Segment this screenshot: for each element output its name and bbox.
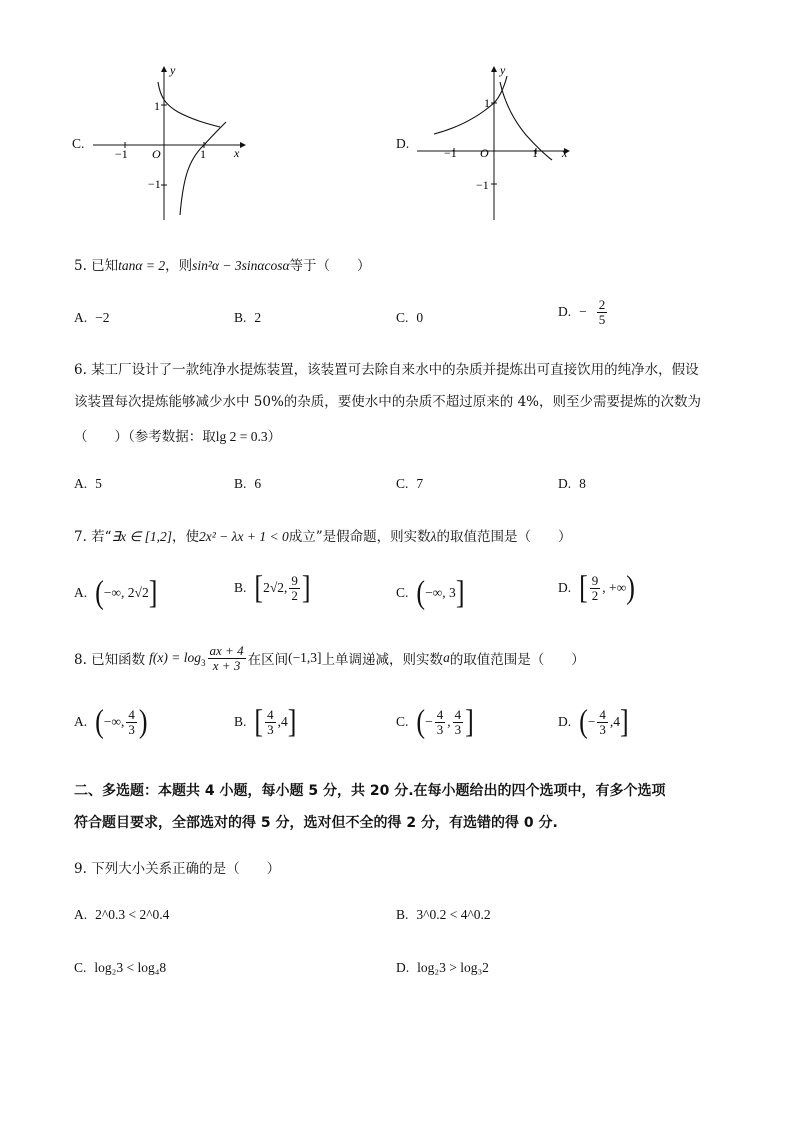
graph-d-tick-yneg1: −1 <box>476 178 489 192</box>
graph-c <box>88 60 258 225</box>
graph-c-decreasing-curve <box>158 82 220 127</box>
q8-option-b[interactable]: B. [ $\frac{4}{3}$ ,4 ] <box>234 703 297 740</box>
q9-option-b[interactable]: B. 3^0.2 < 4^0.2 <box>396 907 491 922</box>
q8-option-d[interactable]: D. ( − $\frac{4}{3}$ ,4 ] <box>558 703 629 740</box>
graph-d-y-label: y <box>500 63 506 77</box>
graph-c-tick-yneg1: −1 <box>148 177 161 191</box>
section2-heading-line1: 二、多选题：本题共 4 小题，每小题 5 分，共 20 分.在每小题给出的四个选项中，有多个选项 <box>74 783 666 799</box>
q7-option-d[interactable]: D. [ $\frac{9}{2}$ , +∞ ) <box>558 569 635 606</box>
q8-option-c[interactable]: C. ( − $\frac{4}{3}$ , $\frac{4}{3}$ ] <box>396 703 474 740</box>
graph-c-y-label: y <box>170 63 176 77</box>
q5-option-c[interactable]: C. 0 <box>396 310 424 325</box>
q9-option-a[interactable]: A. 2^0.3 < 2^0.4 <box>74 907 170 922</box>
graph-d-increasing-curve <box>434 76 507 134</box>
q7-option-c[interactable]: C. ( −∞, 3 ] <box>396 574 465 611</box>
q5-stem: 5. 已知tanα = 2，则sin²α − 3sinαcosα等于（ ） <box>74 258 371 274</box>
q5-option-b[interactable]: B. 2 <box>234 310 262 325</box>
graph-d-tick-xneg1: −1 <box>444 146 457 160</box>
graph-c-tick-y1: 1 <box>154 99 160 113</box>
graph-d-tick-x1: 1 <box>532 146 538 160</box>
q9-option-d[interactable]: D. log₂3 > log₃2 <box>396 960 489 975</box>
graph-d-label: D. <box>396 136 410 151</box>
graph-c-tick-x1: 1 <box>200 147 206 161</box>
q6-stem-line2: 该装置每次提炼能够减少水中 50%的杂质，要使水中的杂质不超过原来的 4%，则至少需要提炼的次数为 <box>74 394 702 410</box>
q8-option-a[interactable]: A. ( −∞, $\frac{4}{3}$ ) <box>74 703 148 740</box>
graph-c-origin: O <box>152 147 161 161</box>
graph-c-x-label: x <box>234 146 240 160</box>
graph-c-tick-xneg1: −1 <box>115 147 128 161</box>
q9-option-c[interactable]: C. log₂3 < log₄8 <box>74 960 167 975</box>
q7-option-a[interactable]: A. ( −∞, 2√2 ] <box>74 574 158 611</box>
graph-d <box>412 60 582 225</box>
graph-d-decreasing-curve <box>500 82 552 160</box>
graph-d-x-label: x <box>562 146 568 160</box>
q6-option-d[interactable]: D. 8 <box>558 476 586 491</box>
section2-heading-line2: 符合题目要求，全部选对的得 5 分，选对但不全的得 2 分，有选错的得 0 分. <box>74 815 558 831</box>
q8-stem: 8. 已知函数 f(x) = log $_3$ $\frac{ax + 4}{x + 3}$ 在区间 (−1,3] 上单调递减，则实数 a 的取值范围是（ ） <box>74 643 585 673</box>
q5-option-a[interactable]: A. −2 <box>74 310 110 325</box>
q6-option-b[interactable]: B. 6 <box>234 476 262 491</box>
q7-stem: 7. 若“∃x ∈ [1,2]，使2x² − λx + 1 < 0成立”是假命题，则实数λ的取值范围是（ ） <box>74 529 572 545</box>
q6-stem-line3: （ ）（参考数据：取lg 2 = 0.3） <box>74 429 282 445</box>
graph-c-log-curve <box>180 122 226 215</box>
graph-d-tick-y1: 1 <box>484 96 490 110</box>
graph-d-origin: O <box>480 146 489 160</box>
graph-c-label: C. <box>72 136 85 151</box>
q5-option-d[interactable]: D. − $\frac{2}{5}$ <box>558 297 606 327</box>
q7-option-b[interactable]: B. [ 2√2, $\frac{9}{2}$ ] <box>234 569 311 606</box>
q9-stem: 9. 下列大小关系正确的是（ ） <box>74 861 281 877</box>
q6-option-c[interactable]: C. 7 <box>396 476 424 491</box>
q6-option-a[interactable]: A. 5 <box>74 476 102 491</box>
q6-stem-line1: 6. 某工厂设计了一款纯净水提炼装置，该装置可去除自来水中的杂质并提炼出可直接饮用的纯净水，假设 <box>74 362 699 378</box>
